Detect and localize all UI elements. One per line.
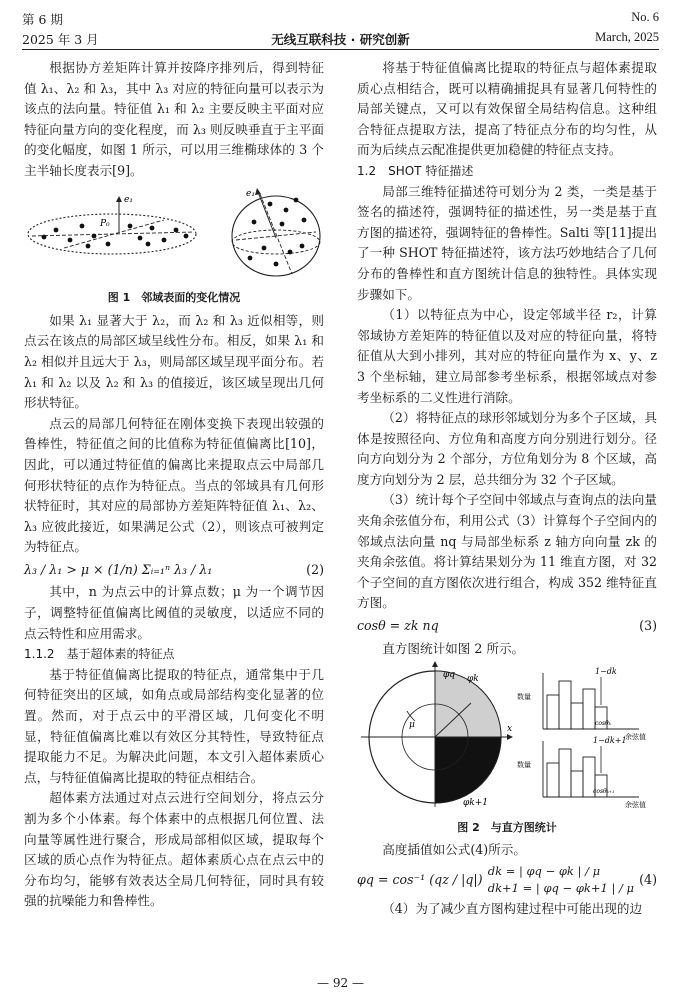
equation-4	[357, 863, 657, 897]
right-paragraph-3: （1）以特征点为中心，设定邻域半径 r₂，计算邻域协方差矩阵的特征值以及对应的特征向量，将特征值从大到小排列，其对应的特征向量作为 x、y、z 3 个坐标轴，建立局部参考坐标系，根据邻域点对参考坐标系的二义性进行消除。	[357, 307, 657, 405]
equation-4-number: (4)	[639, 871, 657, 887]
left-paragraph-2: 如果 λ₁ 显著大于 λ₂，而 λ₂ 和 λ₃ 近似相等，则点云在该点的局部区域呈线性分布。相反，如果 λ₁ 和 λ₂ 相似并且远大于 λ₃，则局部区域呈现平面分布。若 λ₁ 和 λ₂ 以及 λ₂ 和 λ₃ 的值接近，该区域呈现出几何形状特征。	[24, 312, 324, 411]
equation-2-body: λ₃ / λ₁ > μ × (1/n) Σᵢ₌₁ⁿ λ₃ / λ₁	[24, 561, 213, 577]
hist1-bar-label: cosθₖ	[595, 720, 611, 728]
right-paragraph-1: 将基于特征值偏离比提取的特征点与超体素提取质心点相结合，既可以精确捕捉具有显著几何特性的局部关键点，又可以有效保留全局结构信息。这种组合特征点提取方法，提高了特征点分布的均匀性，从而为后续点云配准提供更加稳健的特征点支持。	[357, 60, 657, 158]
hist2-xlabel: 余弦值	[625, 801, 646, 810]
label-p: P₀	[100, 218, 110, 229]
equation-3	[357, 616, 657, 637]
equation-3-body: cosθ = zk nq	[357, 618, 439, 634]
label-e1b: e₁	[246, 188, 255, 199]
hist2-bar-label: cosθₖ₊₁	[593, 788, 615, 796]
label-mu: μ	[409, 720, 415, 731]
label-phi-k: φk	[467, 674, 479, 685]
issue-cn: 第 6 期	[22, 12, 63, 27]
date-cn: 2025 年 3 月	[22, 32, 99, 47]
label-x: x	[507, 724, 513, 735]
figure-2-graphic	[357, 659, 657, 809]
hist1-xlabel: 余弦值	[625, 733, 646, 742]
section-1-2-title: 1.2 SHOT 特征描述	[357, 163, 474, 178]
figure-1	[24, 182, 324, 287]
left-paragraph-3: 点云的局部几何特征在刚体变换下表现出较强的鲁棒性，特征值之间的比值称为特征值偏离比[10]，因此，可以通过特征值的偏离比来提取点云中局部几何形状特征的点作为特征点。当点的邻域具有几何形状特征时，其对应的局部协方差矩阵特征值 λ₁、λ₂、λ₃ 应彼此接近，如果满足公式（2），则该点可被判定为特征点。	[24, 415, 324, 555]
hist2-ylabel: 数量	[517, 761, 531, 770]
histogram-1	[517, 667, 646, 741]
equation-2-number: (2)	[306, 561, 324, 577]
page-header	[22, 6, 659, 50]
figure-1-caption: 图 1 邻域表面的变化情况	[107, 291, 241, 305]
date-en: March, 2025	[595, 30, 659, 44]
right-paragraph-2: 局部三维特征描述符可划分为 2 类，一类是基于签名的描述符，强调特征的描述性，另一类是基于直方图的描述符，强调特征的鲁棒性。Salti 等[11]提出了一种 SHOT 特征描述符，该方法巧妙地结合了几何分布的鲁棒性和直方图统计信息的独特性。具体实现步骤如下。	[357, 183, 657, 302]
histogram-2	[517, 736, 646, 809]
right-column	[357, 58, 657, 920]
figure-2-caption: 图 2 与直方图统计	[457, 820, 557, 834]
left-paragraph-4: 其中，n 为点云中的计算点数；μ 为一个调节因子，调整特征值偏离比阈值的灵敏度，以适应不同的点云特性和应用需求。	[24, 584, 324, 641]
figure-1-graphic	[24, 182, 324, 280]
equation-3-number: (3)	[639, 618, 657, 634]
equation-4-right	[488, 863, 634, 897]
equation-2	[24, 560, 324, 581]
section-1-1-2-title: 1.1.2 基于超体素的特征点	[24, 647, 175, 662]
page-number: — 92 —	[317, 976, 364, 990]
issue-en: No. 6	[631, 10, 659, 24]
header-rule	[22, 49, 659, 50]
right-paragraph-7: 高度插值如公式(4)所示。	[382, 842, 526, 858]
quadrant-black	[435, 737, 501, 803]
label-phi-k1: φk+1	[463, 798, 489, 809]
left-paragraph-5: 基于特征值偏离比提取的特征点，通常集中于几何特征突出的区域，如角点或局部结构变化显著的位置。然而，对于点云中的平滑区域，几何变化不明显，特征值偏离比难以有效区分其特性，导致特征点提取能力不足。为解决此问题，本文引入超体素质心点，与特征值偏离比提取的特征点相结合。	[24, 666, 324, 785]
equation-4-left: φq = cos⁻¹ (qz / |q|)	[357, 871, 483, 887]
equation-4-row-1: dk = | φq − φk | / μ	[487, 864, 601, 878]
left-paragraph-6: 超体素方法通过对点云进行空间划分，将点云分割为多个小体素。每个体素中的点根据几何位置、法向量等属性进行聚合，形成局部相似区域，提取每个区域的质心点作为特征点。超体素质心点在点云中的分布均匀，能够有效表达全局几何特征，同时具有较强的抗噪能力和鲁棒性。	[24, 790, 324, 909]
journal-title: 无线互联科技 · 研究创新	[271, 32, 410, 47]
label-e1: e₁	[124, 194, 133, 205]
hist1-ylabel: 数量	[517, 693, 531, 702]
equation-4-row-2: dk+1 = | φq − φk+1 | / μ	[487, 881, 634, 895]
label-phi-q: φq	[443, 670, 456, 681]
right-paragraph-5: （3）统计每个子空间中邻域点与查询点的法向量夹角余弦值分布，利用公式（3）计算每个子空间内的邻域点法向量 nq 与局部坐标系 z 轴方向向量 zk 的夹角余弦值。将计算结果划分为 11 维直方图，对 32 个子空间的直方图依次进行组合，构成 352 维特征直方图。	[357, 492, 657, 611]
left-paragraph-1: 根据协方差矩阵计算并按降序排列后，得到特征值 λ₁、λ₂ 和 λ₃，其中 λ₃ 对应的特征向量可以表示为该点的法向量。特征值 λ₁ 和 λ₂ 主要反映主平面对应特征向量方向的变化程度，而 λ₃ 则反映垂直于主平面的变化幅度，如图 1 所示，可以用三维椭球体的 3 个主半轴长度表示[9]。	[24, 60, 324, 178]
figure-2	[357, 659, 657, 816]
left-column	[24, 58, 324, 912]
right-paragraph-6: 直方图统计如图 2 所示。	[382, 640, 525, 656]
hist1-annotation: 1−dk	[595, 667, 617, 677]
right-paragraph-8: （4）为了减少直方图构建过程中可能出现的边	[382, 901, 643, 916]
right-paragraph-4: （2）将特征点的球形邻域划分为多个子区域，具体是按照径向、方位角和高度方向分别进行划分。径向方向划分为 2 个部分，方位角划分为 8 个区域，高度方向划分为 2 层，总共细分为 32 个子区域。	[357, 410, 657, 487]
hist2-annotation: 1−dk+1	[593, 736, 627, 746]
